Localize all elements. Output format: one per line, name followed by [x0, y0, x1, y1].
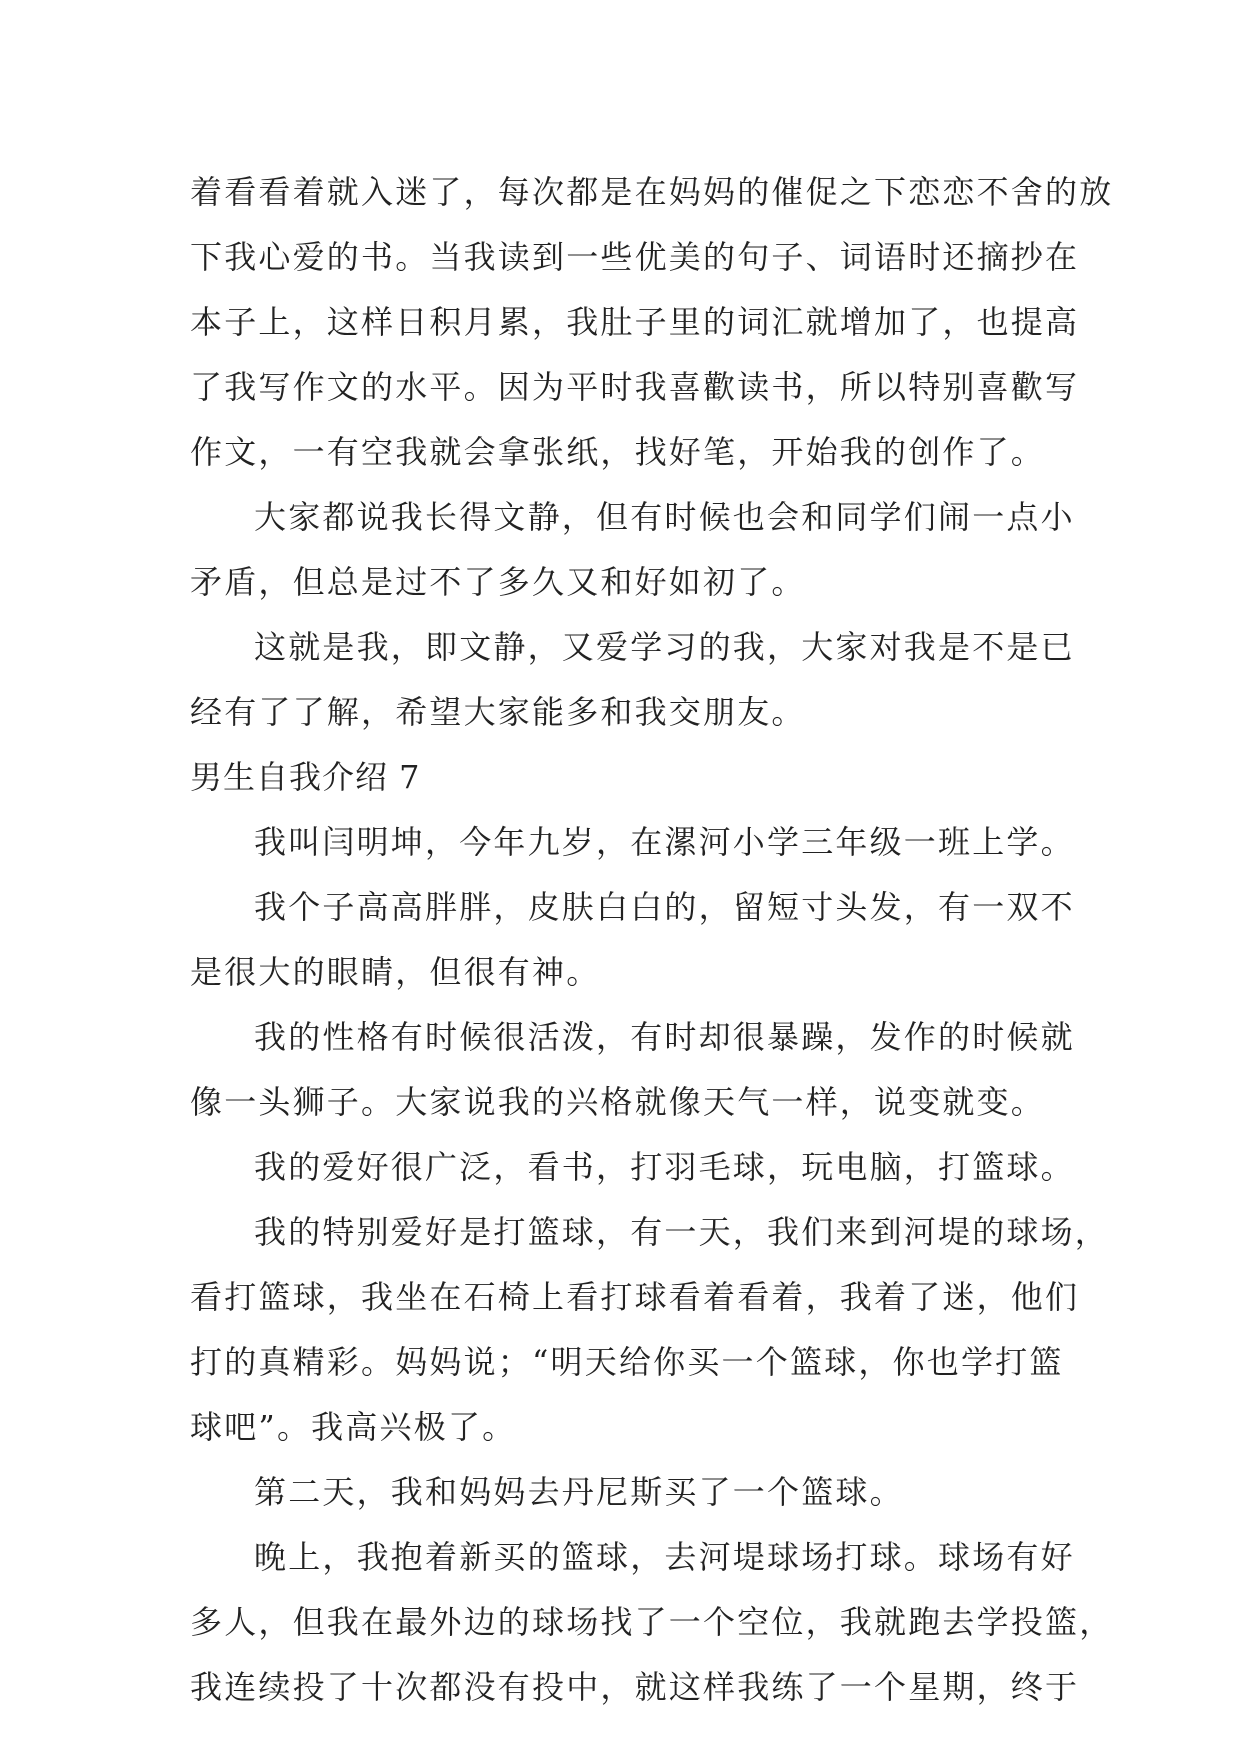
body-line: 我的性格有时候很活泼，有时却很暴躁，发作的时候就 — [254, 1018, 1075, 1056]
body-line: 我连续投了十次都没有投中，就这样我练了一个星期，终于 — [190, 1668, 1080, 1706]
body-line: 下我心爱的书。当我读到一些优美的句子、词语时还摘抄在 — [190, 238, 1080, 276]
body-line: 晚上，我抱着新买的篮球，去河堤球场打球。球场有好 — [254, 1538, 1075, 1576]
body-line: 这就是我，即文静，又爱学习的我，大家对我是不是已 — [254, 628, 1075, 666]
body-line: 了我写作文的水平。因为平时我喜歡读书，所以特别喜歡写 — [190, 368, 1080, 406]
body-line: 我的特别爱好是打篮球，有一天，我们来到河堤的球场， — [254, 1213, 1110, 1251]
body-line: 矛盾，但总是过不了多久又和好如初了。 — [190, 563, 806, 601]
body-line: 多人，但我在最外边的球场找了一个空位，我就跑去学投篮， — [190, 1603, 1114, 1641]
body-line: 我个子高高胖胖，皮肤白白的，留短寸头发，有一双不 — [254, 888, 1075, 926]
body-line: 我的爱好很广泛，看书，打羽毛球，玩电脑，打篮球。 — [254, 1148, 1075, 1186]
body-line: 第二天，我和妈妈去丹尼斯买了一个篮球。 — [254, 1473, 904, 1511]
body-line: 经有了了解，希望大家能多和我交朋友。 — [190, 693, 806, 731]
body-line: 球吧”。我高兴极了。 — [190, 1408, 517, 1446]
body-line: 我叫闫明坤，今年九岁，在漯河小学三年级一班上学。 — [254, 823, 1075, 861]
body-line: 打的真精彩。妈妈说；“明天给你买一个篮球，你也学打篮 — [190, 1343, 1064, 1381]
body-line: 大家都说我长得文静，但有时候也会和同学们闹一点小 — [254, 498, 1075, 536]
section-heading: 男生自我介绍 7 — [190, 758, 421, 796]
body-line: 像一头狮子。大家说我的兴格就像天气一样，说变就变。 — [190, 1083, 1046, 1121]
body-line: 本子上，这样日积月累，我肚子里的词汇就增加了，也提高 — [190, 303, 1080, 341]
body-line: 着看看着就入迷了，每次都是在妈妈的催促之下恋恋不舍的放 — [190, 173, 1114, 211]
body-line: 是很大的眼睛，但很有神。 — [190, 953, 601, 991]
body-line: 作文，一有空我就会拿张纸，找好笔，开始我的创作了。 — [190, 433, 1046, 471]
document-body — [190, 160, 1114, 1720]
body-line: 看打篮球，我坐在石椅上看打球看着看着，我着了迷，他们 — [190, 1278, 1080, 1316]
